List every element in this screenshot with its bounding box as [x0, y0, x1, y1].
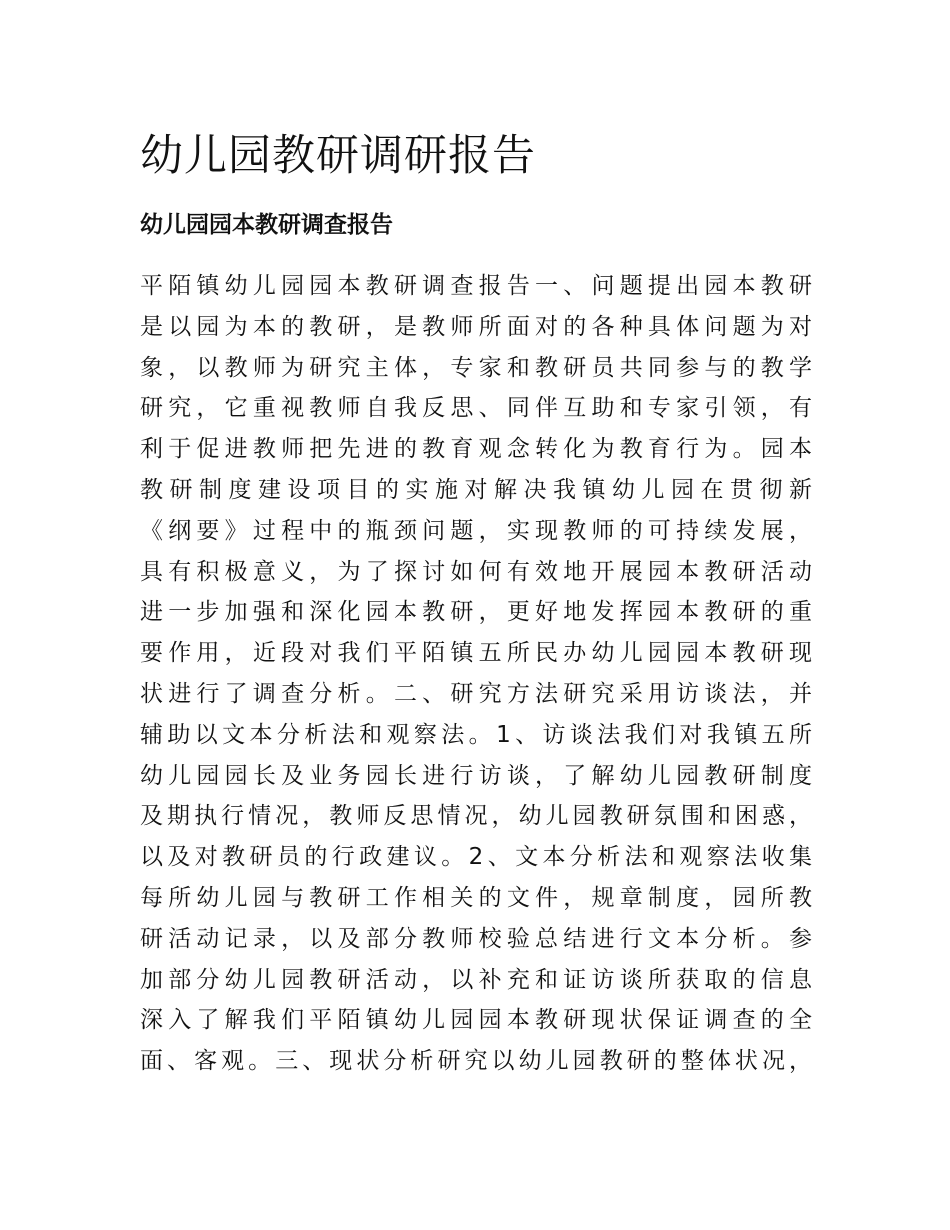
body-line: 利于促进教师把先进的教育观念转化为教育行为。园本	[140, 436, 812, 463]
body-line: 状进行了调查分析。二、研究方法研究采用访谈法，并	[140, 680, 812, 707]
body-line: 象，以教师为研究主体，专家和教研员共同参与的教学	[140, 354, 812, 381]
body-line: 《纲要》过程中的瓶颈问题，实现教师的可持续发展，	[140, 517, 812, 544]
body-line: 加部分幼儿园教研活动，以补充和证访谈所获取的信息	[140, 966, 812, 993]
body-line: 及期执行情况，教师反思情况，幼儿园教研氛围和困惑，	[140, 803, 812, 830]
body-line: 平陌镇幼儿园园本教研调查报告一、问题提出园本教研	[140, 273, 812, 299]
body-line: 进一步加强和深化园本教研，更好地发挥园本教研的重	[140, 599, 812, 626]
body-line: 具有积极意义，为了探讨如何有效地开展园本教研活动	[140, 558, 812, 585]
body-line: 深入了解我们平陌镇幼儿园园本教研现状保证调查的全	[140, 1007, 812, 1034]
body-line: 幼儿园园长及业务园长进行访谈，了解幼儿园教研制度	[140, 762, 812, 789]
document-title: 幼儿园教研调研报告	[140, 131, 536, 181]
document-body	[140, 266, 812, 1082]
body-line: 要作用，近段对我们平陌镇五所民办幼儿园园本教研现	[140, 640, 812, 667]
body-line: 面、客观。三、现状分析研究以幼儿园教研的整体状况，	[140, 1048, 812, 1075]
body-line: 是以园为本的教研，是教师所面对的各种具体问题为对	[140, 313, 812, 340]
body-line: 研活动记录，以及部分教师校验总结进行文本分析。参	[140, 925, 812, 952]
body-line: 教研制度建设项目的实施对解决我镇幼儿园在贯彻新	[140, 476, 812, 503]
body-line: 每所幼儿园与教研工作相关的文件，规章制度，园所教	[140, 884, 812, 911]
body-line: 辅助以文本分析法和观察法。1、访谈法我们对我镇五所	[140, 721, 812, 748]
document-subtitle: 幼儿园园本教研调查报告	[140, 212, 393, 238]
body-line: 以及对教研员的行政建议。2、文本分析法和观察法收集	[140, 844, 812, 871]
body-line: 研究，它重视教师自我反思、同伴互助和专家引领，有	[140, 395, 812, 422]
